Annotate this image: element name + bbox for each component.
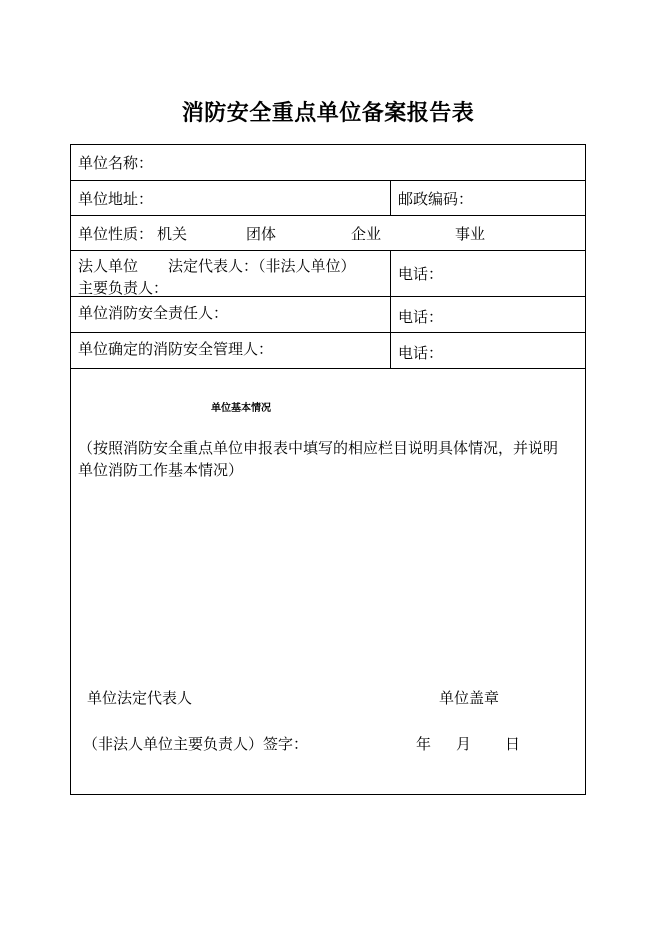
- unit-name-row: [71, 145, 585, 181]
- phone-label-1: 电话：: [398, 265, 444, 283]
- postal-code-label: 邮政编码：: [398, 189, 474, 208]
- fire-manager-field[interactable]: [71, 333, 390, 368]
- postal-code-field[interactable]: [390, 181, 585, 215]
- unit-name-field[interactable]: [71, 145, 585, 180]
- date-day-label: 日: [505, 735, 521, 753]
- page-title: 消防安全重点单位备案报告表: [181, 101, 475, 126]
- unit-seal-label: 单位盖章: [439, 689, 500, 707]
- legal-rep-line1: 法人单位 法定代表人：（非法人单位）: [78, 257, 356, 275]
- unit-address-label: 单位地址：: [78, 189, 154, 208]
- phone-label-3: 电话：: [398, 343, 444, 362]
- unit-name-label: 单位名称：: [78, 154, 154, 172]
- phone-label-2: 电话：: [398, 307, 444, 326]
- unit-nature-row: [71, 216, 585, 251]
- fire-responsible-field[interactable]: [71, 297, 390, 332]
- instruction-line2: 单位消防工作基本情况）: [78, 461, 244, 479]
- legal-rep-line2: 主要负责人：: [78, 279, 169, 297]
- nature-option-organization[interactable]: 团体: [246, 224, 277, 243]
- nature-option-institution[interactable]: 事业: [455, 224, 486, 243]
- legal-rep-sign-label: 单位法定代表人: [87, 689, 193, 707]
- nature-option-government[interactable]: 机关: [157, 224, 188, 243]
- phone-field-1[interactable]: [390, 251, 585, 296]
- unit-address-row: [71, 181, 585, 216]
- unit-nature-field: [71, 216, 585, 250]
- legal-rep-field[interactable]: [71, 251, 390, 296]
- instruction-line1: （按照消防安全重点单位申报表中填写的相应栏目说明具体情况，并说明: [78, 439, 559, 457]
- date-month-label: 月: [456, 735, 472, 753]
- unit-address-field[interactable]: [71, 181, 390, 215]
- nature-option-enterprise[interactable]: 企业: [351, 224, 382, 243]
- basic-info-title: 单位基本情况: [211, 403, 271, 414]
- legal-rep-row: [71, 251, 585, 297]
- phone-field-3[interactable]: [390, 333, 585, 368]
- fire-manager-row: [71, 333, 585, 369]
- basic-info-instruction[interactable]: [78, 437, 579, 481]
- phone-field-2[interactable]: [390, 297, 585, 332]
- non-legal-sign-label: （非法人单位主要负责人）签字：: [83, 735, 309, 753]
- filing-form: [70, 144, 586, 795]
- fire-responsible-row: [71, 297, 585, 333]
- fire-manager-label: 单位确定的消防安全管理人：: [78, 340, 274, 358]
- unit-nature-label: 单位性质：: [78, 224, 154, 243]
- fire-responsible-label: 单位消防安全责任人：: [78, 304, 229, 322]
- date-year-label: 年: [416, 735, 432, 753]
